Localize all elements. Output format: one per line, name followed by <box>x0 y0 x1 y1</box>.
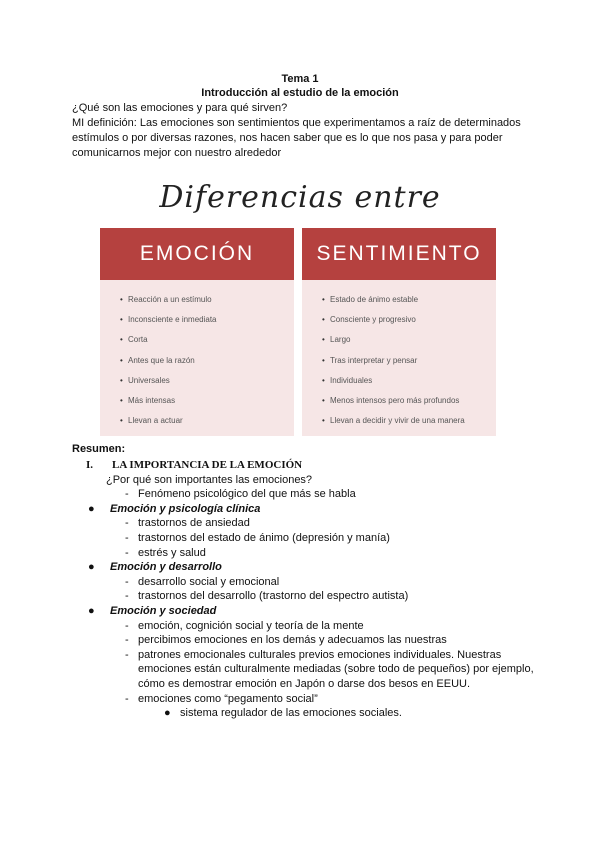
emocion-item: • Antes que la razón <box>120 351 294 371</box>
emocion-heading: EMOCIÓN <box>100 228 294 280</box>
list-item-text: trastornos de ansiedad <box>138 517 250 530</box>
bullet-title: Emoción y desarrollo <box>110 561 222 574</box>
dash-marker: - <box>125 692 129 705</box>
sentimiento-item: • Largo <box>322 330 496 350</box>
bullet-title: Emoción y sociedad <box>110 604 217 617</box>
page-title: Introducción al estudio de la emoción <box>201 87 399 99</box>
bullet-marker: ● <box>88 604 95 617</box>
bullet-heading <box>72 502 552 517</box>
sentimiento-item: • Menos intensos pero más profundos <box>322 391 496 411</box>
intro-definition: MI definición: Las emociones son sentimientos que experimentamos a raíz de determinados estímulos o por diversas razones, nos hacen saber que es lo que nos pasa y para poder comunicarnos mejor con nuestro alrededor <box>72 117 521 159</box>
list-item <box>72 648 552 692</box>
list-item <box>72 575 552 590</box>
section-heading <box>72 458 552 473</box>
dash-marker: - <box>125 590 129 603</box>
sentimiento-item: • Llevan a decidir y vivir de una manera <box>322 411 496 431</box>
list-item <box>72 546 552 561</box>
bullet-marker: ● <box>88 561 95 574</box>
list-item-text: desarrollo social y emocional <box>138 575 280 588</box>
summary-outline <box>72 458 552 721</box>
list-item-text: estrés y salud <box>138 546 206 559</box>
dash-marker: - <box>125 634 129 647</box>
bullet-marker: ● <box>88 502 95 515</box>
dash-marker: - <box>125 517 129 530</box>
list-item-text: patrones emocionales culturales previos emociones individuales. Nuestras emociones están culturalmente mediadas (sobre todo de pequeños) por ejemplo, cómo es demostrar emoción en Japón o darse dos besos en EEUU. <box>138 648 534 690</box>
bullet-marker: ● <box>164 707 171 720</box>
bullet-heading <box>72 560 552 575</box>
sentimiento-panel <box>302 228 496 436</box>
bullet-heading <box>72 604 552 619</box>
emocion-item: • Universales <box>120 371 294 391</box>
list-item-text: Fenómeno psicológico del que más se habla <box>138 488 356 501</box>
emocion-item: • Reacción a un estímulo <box>120 290 294 310</box>
section-number: I. <box>86 459 94 471</box>
emocion-item: • Más intensas <box>120 391 294 411</box>
sentimiento-item: • Tras interpretar y pensar <box>322 351 496 371</box>
sentimiento-list <box>302 290 496 431</box>
dash-marker: - <box>125 575 129 588</box>
sub-list-item <box>72 706 552 721</box>
dash-marker: - <box>125 531 129 544</box>
section-question: ¿Por qué son importantes las emociones? <box>106 473 313 486</box>
section-title: LA IMPORTANCIA DE LA EMOCIÓN <box>112 459 303 471</box>
list-item <box>72 589 552 604</box>
emocion-item: • Corta <box>120 330 294 350</box>
list-item-text: emoción, cognición social y teoría de la mente <box>138 619 364 632</box>
sentimiento-item: • Consciente y progresivo <box>322 310 496 330</box>
intro-question: ¿Qué son las emociones y para qué sirven? <box>72 102 288 114</box>
sentimiento-item: • Individuales <box>322 371 496 391</box>
dash-marker: - <box>125 488 129 501</box>
list-item <box>72 516 552 531</box>
differences-figure <box>100 170 500 440</box>
topic-label: Tema 1 <box>281 73 319 85</box>
figure-title: Diferencias entre <box>159 180 441 215</box>
list-item <box>72 692 552 707</box>
list-item-text: percibimos emociones en los demás y adecuamos las nuestras <box>138 634 447 647</box>
emocion-item: • Inconsciente e inmediata <box>120 310 294 330</box>
bullet-title: Emoción y psicología clínica <box>110 502 261 515</box>
sub-list-item-text: sistema regulador de las emociones sociales. <box>180 707 402 720</box>
list-item <box>72 633 552 648</box>
dash-marker: - <box>125 648 129 661</box>
dash-marker: - <box>125 619 129 632</box>
list-item-text: trastornos del desarrollo (trastorno del espectro autista) <box>138 590 409 603</box>
list-item-text: emociones como “pegamento social” <box>138 692 318 705</box>
emocion-list <box>100 290 294 431</box>
list-item-text: trastornos del estado de ánimo (depresión y manía) <box>138 531 390 544</box>
sentimiento-heading: SENTIMIENTO <box>302 228 496 280</box>
summary-label: Resumen: <box>72 443 126 455</box>
sentimiento-item: • Estado de ánimo estable <box>322 290 496 310</box>
list-item <box>72 619 552 634</box>
list-item <box>72 531 552 546</box>
emocion-item: • Llevan a actuar <box>120 411 294 431</box>
emocion-panel <box>100 228 294 436</box>
list-item <box>72 487 552 502</box>
dash-marker: - <box>125 546 129 559</box>
